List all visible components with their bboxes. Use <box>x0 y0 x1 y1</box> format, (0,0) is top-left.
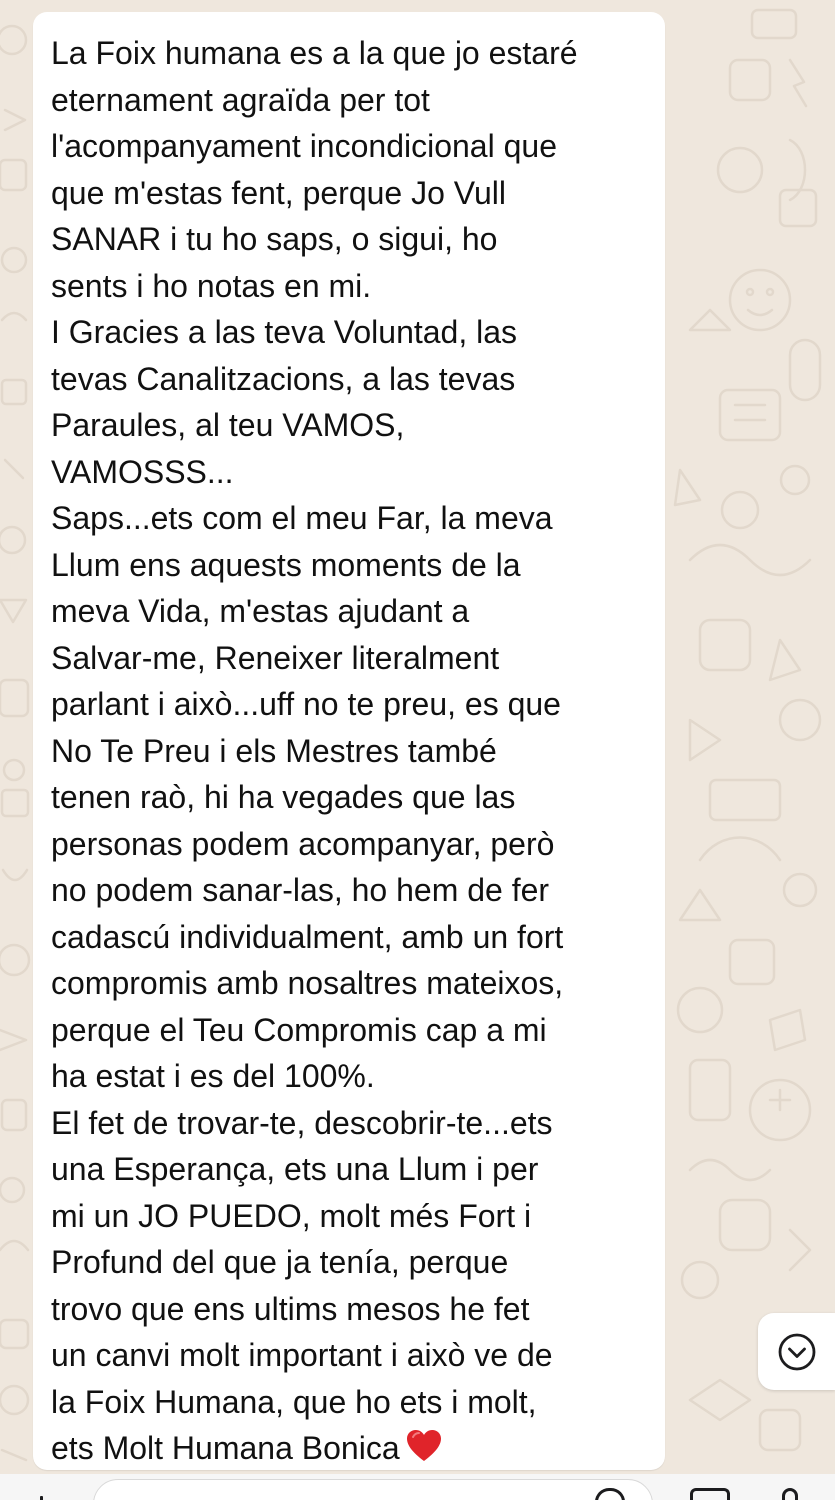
message-line: la Foix Humana, que ho ets i molt, <box>51 1383 537 1420</box>
message-line: Salvar-me, Reneixer literalment <box>51 639 500 676</box>
message-text <box>51 30 655 1476</box>
message-line: Paraules, al teu VAMOS, <box>51 407 405 443</box>
plus-icon[interactable] <box>40 1496 43 1500</box>
message-line: Saps...ets com el meu Far, la meva <box>51 500 553 536</box>
camera-icon[interactable] <box>690 1488 730 1500</box>
message-line: no podem sanar-las, ho hem de fer <box>51 872 550 908</box>
message-line: l'acompanyament incondicional que <box>51 128 557 164</box>
message-line: eternament agraïda per tot <box>51 81 430 118</box>
message-line: tenen raò, hi ha vegades que las <box>51 779 516 815</box>
message-line: Profund del que ja tenía, perque <box>51 1244 509 1280</box>
message-line: personas podem acompanyar, però <box>51 825 555 862</box>
message-line: perque el Teu Compromis cap a mi <box>51 1011 547 1048</box>
message-line: VAMOSSS... <box>51 453 234 490</box>
message-line: que m'estas fent, perque Jo Vull <box>51 174 506 211</box>
message-line: compromis amb nosaltres mateixos, <box>51 965 564 1001</box>
message-line: Llum ens aquests moments de la <box>51 546 521 583</box>
message-line: SANAR i tu ho saps, o sigui, ho <box>51 221 498 257</box>
message-composer-bar <box>0 1474 835 1500</box>
chevron-down-circle-icon <box>777 1332 817 1372</box>
message-line: tevas Canalitzacions, a las tevas <box>51 360 516 397</box>
message-line: La Foix humana es a la que jo estaré <box>51 35 578 71</box>
message-input[interactable] <box>93 1479 653 1500</box>
message-line: mi un JO PUEDO, molt més Fort i <box>51 1197 532 1234</box>
message-line: meva Vida, m'estas ajudant a <box>51 593 470 629</box>
message-line: una Esperança, ets una Llum i per <box>51 1151 539 1187</box>
message-line: No Te Preu i els Mestres també <box>51 732 497 769</box>
red-heart-emoji <box>406 1429 442 1476</box>
microphone-icon[interactable] <box>782 1488 798 1500</box>
scroll-to-bottom-button[interactable] <box>758 1313 835 1390</box>
message-line-last: ets Molt Humana Bonica <box>51 1425 655 1476</box>
message-bubble[interactable] <box>33 12 665 1470</box>
message-line: un canvi molt important i això ve de <box>51 1337 553 1373</box>
message-line: I Gracies a las teva Voluntad, las <box>51 314 518 350</box>
message-line: parlant i això...uff no te preu, es que <box>51 686 561 722</box>
message-line: El fet de trovar-te, descobrir-te...ets <box>51 1104 553 1141</box>
message-line: ha estat i es del 100%. <box>51 1058 375 1094</box>
message-line: sents i ho notas en mi. <box>51 267 372 304</box>
message-line: trovo que ens ultims mesos he fet <box>51 1290 530 1327</box>
message-line: cadascú individualment, amb un fort <box>51 918 564 955</box>
